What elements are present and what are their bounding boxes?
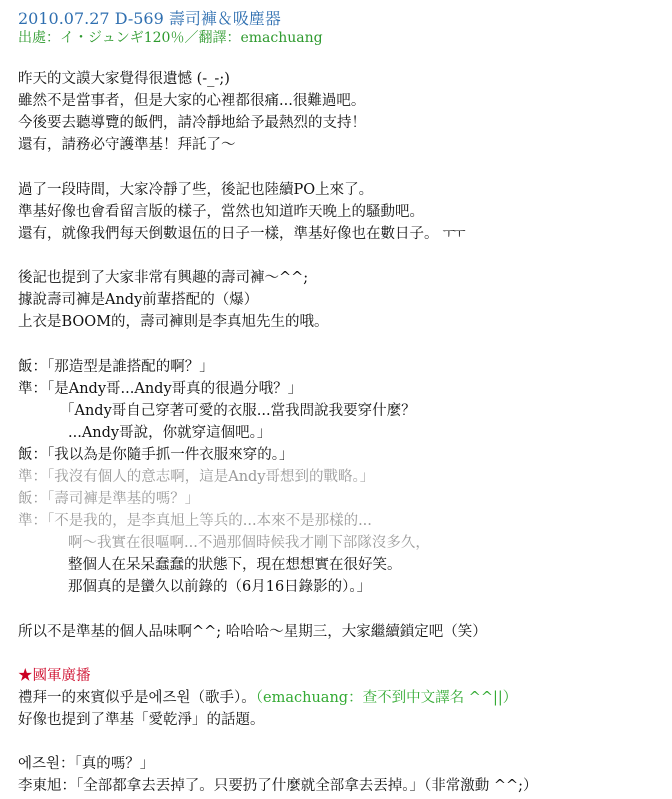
- dialog-line: 李東旭：「全部都拿去丟掉了。只要扔了什麼就全部拿去丟掉。」（非常激動 ^^;）: [18, 778, 538, 794]
- dialog-line: ...Andy哥說，你就穿這個吧。」: [68, 425, 272, 441]
- translator-note: （emachuang：查不到中文譯名 ^^||）: [255, 690, 518, 706]
- paragraph-line: 還有，請務必守護準基！拜託了～: [18, 137, 236, 153]
- dialog-line: 飯：「我以為是你隨手抓一件衣服來穿的。」: [18, 447, 294, 463]
- section-heading: ★國軍廣播: [18, 668, 91, 684]
- paragraph-line: 好像也提到了準基「愛乾淨」的話題。: [18, 712, 265, 728]
- paragraph-text: 還有，就像我們每天倒數退伍的日子一樣，準基好像也在數日子。: [18, 226, 439, 242]
- dialog-line: 準：「是Andy哥...Andy哥真的很過分哦？」: [18, 381, 303, 397]
- dialog-line: 에즈원：「真的嗎？」: [18, 756, 155, 772]
- dialog-line: 飯：「壽司褲是準基的嗎？」: [18, 491, 200, 507]
- dialog-line: 啊～我實在很嘔啊...不過那個時候我才剛下部隊沒多久，: [68, 535, 430, 551]
- dialog-line: 準：「不是我的，是李真旭上等兵的...本來不是那樣的...: [18, 513, 372, 529]
- article-title: 2010.07.27 D-569 壽司褲＆吸塵器: [18, 9, 281, 28]
- dialog-line: 飯：「那造型是誰搭配的啊？」: [18, 359, 214, 375]
- paragraph-text: 禮拜一的來賓似乎是에즈원（歌手）。: [18, 690, 256, 706]
- paragraph-line: [18, 688, 517, 708]
- article-source: 出處：イ・ジュンギ120％／翻譯：emachuang: [18, 30, 323, 46]
- dialog-line: 準：「我沒有個人的意志啊，這是Andy哥想到的戰略。」: [18, 469, 375, 485]
- paragraph-line: 上衣是BOOM的，壽司褲則是李真旭先生的哦。: [18, 314, 329, 330]
- paragraph-line: 後記也提到了大家非常有興趣的壽司褲～^^;: [18, 270, 309, 286]
- paragraph-line: 準基好像也會看留言版的樣子，當然也知道昨天晚上的騷動吧。: [18, 204, 424, 220]
- paragraph-line: [18, 224, 464, 245]
- paragraph-line: 所以不是準基的個人品味啊^^; 哈哈哈～星期三，大家繼續鎖定吧（笑）: [18, 624, 487, 640]
- paragraph-line: 昨天的文謨大家覺得很遺憾 (-_-;): [18, 71, 230, 87]
- paragraph-line: 雖然不是當事者，但是大家的心裡都很痛...很難過吧。: [18, 93, 366, 109]
- dialog-line: 那個真的是蠻久以前錄的（6月16日錄影的）。」: [68, 579, 372, 595]
- paragraph-line: 據說壽司褲是Andy前輩搭配的（爆）: [18, 292, 259, 308]
- paragraph-line: 今後要去聽導覽的飯們，請冷靜地給予最熱烈的支持！: [18, 115, 366, 131]
- paragraph-line: 過了一段時間，大家冷靜了些，後記也陸續PO上來了。: [18, 182, 374, 198]
- crying-emoticon: ㅜㅜ: [442, 227, 464, 242]
- dialog-line: 「Andy哥自己穿著可愛的衣服...當我問說我要穿什麼？: [60, 403, 416, 419]
- dialog-line: 整個人在呆呆蠢蠢的狀態下，現在想想實在很好笑。: [68, 557, 402, 573]
